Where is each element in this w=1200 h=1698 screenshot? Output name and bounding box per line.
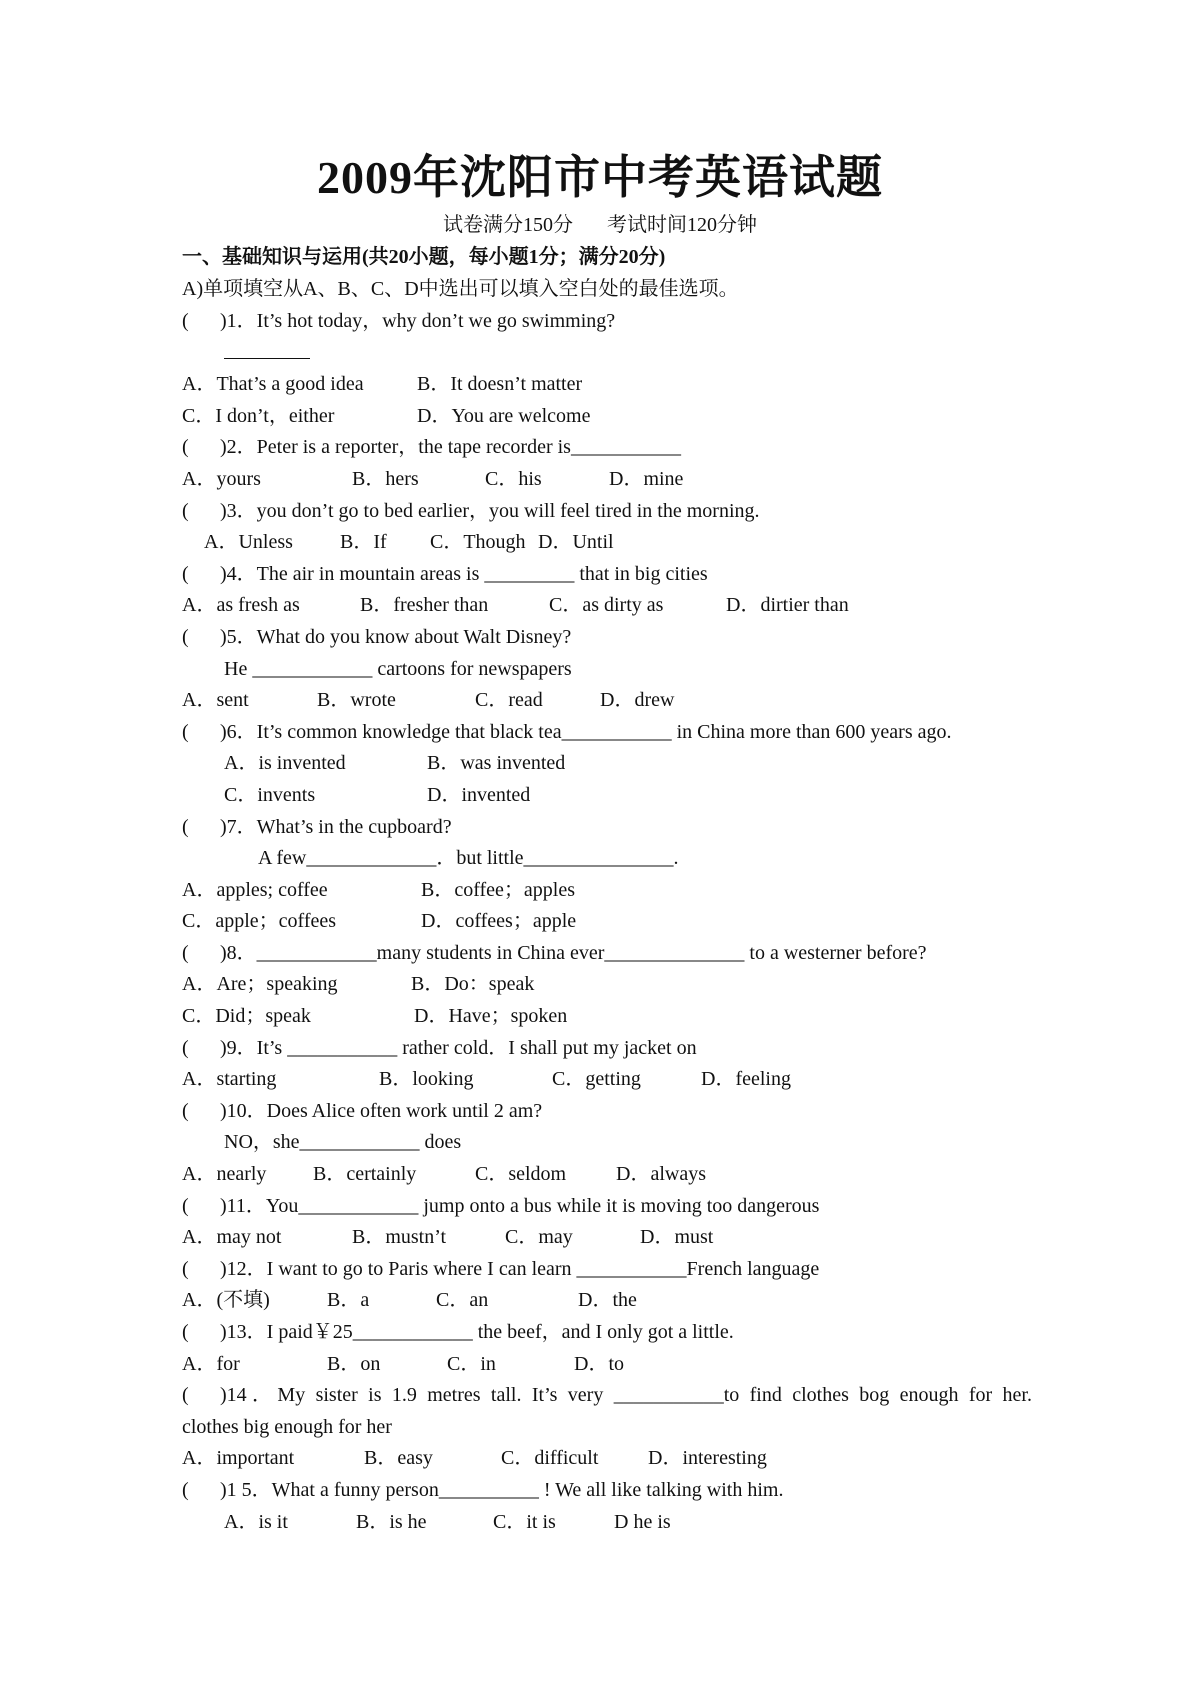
option-c: C．Though — [430, 531, 526, 554]
question-1-blank — [182, 338, 1032, 370]
option-a: A．apples; coffee — [182, 878, 328, 901]
question-8-options-1 — [182, 969, 1032, 1001]
option-c: C．in — [447, 1352, 496, 1375]
option-a: A．Unless — [204, 531, 293, 554]
question-4-stem: ( )4．The air in mountain areas is _________ that in big cities — [182, 559, 1032, 591]
question-12-options — [182, 1285, 1032, 1317]
option-d: D．dirtier than — [726, 594, 849, 617]
full-score: 试卷满分150分 — [443, 214, 573, 236]
question-14-options — [182, 1443, 1032, 1475]
option-d: D．must — [640, 1226, 714, 1249]
question-10-reply: NO，she____________ does — [224, 1131, 462, 1154]
option-b: B．was invented — [427, 752, 566, 775]
option-b: B．If — [340, 531, 387, 554]
option-c: C．apple；coffees — [182, 910, 337, 933]
question-9-stem: ( )9．It’s ___________ rather cold．I shall put my jacket on — [182, 1033, 1032, 1065]
option-b: B．It doesn’t matter — [417, 373, 583, 396]
option-a: A．important — [182, 1447, 295, 1470]
question-1-stem: ( )1．It’s hot today，why don’t we go swimming? — [182, 306, 1032, 338]
answer-bracket: ( — [182, 499, 189, 522]
question-5-options — [182, 685, 1032, 717]
exam-time: 考试时间120分钟 — [607, 214, 757, 236]
option-d: D．invented — [427, 783, 531, 806]
question-2-options — [182, 464, 1032, 496]
section-heading: 一、基础知识与运用(共20小题，每小题1分；满分20分) — [182, 246, 666, 268]
option-d: D．Until — [538, 531, 614, 554]
question-5-reply: He ____________ cartoons for newspapers — [224, 657, 572, 680]
option-a: A．is invented — [224, 752, 346, 775]
option-b: B．is he — [356, 1510, 427, 1533]
option-b: B．a — [327, 1289, 370, 1312]
question-3-options — [182, 527, 1032, 559]
option-c: C．I don’t，either — [182, 404, 335, 427]
option-b: B．easy — [364, 1447, 433, 1470]
option-a: A．sent — [182, 689, 249, 712]
question-1-options-2 — [182, 401, 1032, 433]
question-15-options — [182, 1507, 1032, 1539]
question-14-continuation: clothes big enough for her — [182, 1415, 392, 1438]
option-d: D．You are welcome — [417, 404, 591, 427]
option-a: A．Are；speaking — [182, 973, 338, 996]
question-13-options — [182, 1349, 1032, 1381]
option-c: C．as dirty as — [549, 594, 664, 617]
question-14-stem: ( )14．My sister is 1.9 metres tall. It’s very ___________to find clothes bog enough for her. — [182, 1380, 1032, 1412]
question-12-stem: ( )12．I want to go to Paris where I can learn ___________French language — [182, 1254, 1032, 1286]
option-b: B．wrote — [317, 689, 396, 712]
option-a: A．starting — [182, 1068, 277, 1091]
option-d: D．interesting — [648, 1447, 767, 1470]
instruction: A)单项填空从A、B、C、D中选出可以填入空白处的最佳选项。 — [182, 278, 739, 300]
answer-bracket: ( — [182, 1478, 189, 1501]
question-11-stem: ( )11．You____________ jump onto a bus while it is moving too dangerous — [182, 1191, 1032, 1223]
answer-bracket: ( — [182, 625, 189, 648]
page-title: 2009年沈阳市中考英语试题 — [317, 152, 883, 203]
option-d: D．feeling — [701, 1068, 791, 1091]
option-a: A．(不填) — [182, 1289, 270, 1312]
option-b: B．hers — [352, 467, 419, 490]
option-d: D he is — [614, 1510, 671, 1533]
question-9-options — [182, 1064, 1032, 1096]
answer-bracket: ( — [182, 1257, 189, 1280]
question-11-options — [182, 1222, 1032, 1254]
option-c: C．an — [436, 1289, 489, 1312]
answer-bracket: ( — [182, 310, 189, 332]
question-10-options — [182, 1159, 1032, 1191]
question-10-stem: ( )10．Does Alice often work until 2 am? — [182, 1096, 1032, 1128]
question-6-options-1 — [182, 748, 1032, 780]
answer-bracket: ( — [182, 1321, 189, 1343]
option-b: B．fresher than — [360, 594, 489, 617]
option-b: B．looking — [379, 1068, 474, 1091]
option-d: D．the — [578, 1289, 637, 1312]
question-7-stem: ( )7．What’s in the cupboard? — [182, 812, 1032, 844]
answer-bracket: ( — [182, 1036, 189, 1059]
question-6-options-2 — [182, 780, 1032, 812]
option-d: D．always — [616, 1163, 706, 1186]
question-7-reply: A few_____________．but little_______________. — [258, 847, 679, 870]
answer-bracket: ( — [182, 720, 189, 743]
option-a: A．That’s a good idea — [182, 373, 364, 396]
option-c: C．may — [505, 1226, 573, 1249]
option-a: A．is it — [224, 1510, 288, 1533]
question-4-options — [182, 590, 1032, 622]
option-b: B．Do：speak — [411, 973, 535, 996]
answer-bracket: ( — [182, 436, 189, 459]
option-c: C．it is — [493, 1510, 556, 1533]
question-2-stem: ( )2．Peter is a reporter，the tape recorder is___________ — [182, 432, 1032, 464]
question-13-stem: ( )13．I paid￥25____________ the beef，and I only got a little. — [182, 1317, 1032, 1349]
question-8-stem: ( )8．____________many students in China ever______________ to a westerner before? — [182, 938, 1032, 970]
exam-info — [0, 211, 1200, 239]
option-a: A．may not — [182, 1226, 282, 1249]
option-c: C．getting — [552, 1068, 641, 1091]
option-a: A．nearly — [182, 1163, 267, 1186]
option-c: C．difficult — [501, 1447, 599, 1470]
answer-bracket: ( — [182, 562, 189, 585]
option-d: D．mine — [609, 467, 684, 490]
option-d: D．drew — [600, 689, 675, 712]
answer-bracket: ( — [182, 1194, 189, 1217]
question-6-stem: ( )6．It’s common knowledge that black tea___________ in China more than 600 years ago. — [182, 717, 1032, 749]
question-3-stem: ( )3．you don’t go to bed earlier，you will feel tired in the morning. — [182, 496, 1032, 528]
question-5-stem: ( )5．What do you know about Walt Disney? — [182, 622, 1032, 654]
option-c: C．invents — [224, 783, 316, 806]
option-a: A．yours — [182, 467, 261, 490]
option-c: C．Did；speak — [182, 1005, 311, 1028]
answer-bracket: ( — [182, 1384, 189, 1407]
option-b: B．mustn’t — [352, 1226, 447, 1249]
option-c: C．his — [485, 467, 542, 490]
answer-bracket: ( — [182, 941, 189, 964]
question-8-options-2 — [182, 1001, 1032, 1033]
option-a: A．for — [182, 1352, 240, 1375]
answer-blank — [224, 338, 310, 359]
option-d: D．Have；spoken — [414, 1005, 568, 1028]
option-a: A．as fresh as — [182, 594, 300, 617]
answer-bracket: ( — [182, 815, 189, 838]
question-1-options-1 — [182, 369, 1032, 401]
option-d: D．to — [574, 1352, 624, 1375]
question-15-stem: ( )1 5．What a funny person__________ ! We all like talking with him. — [182, 1475, 1032, 1507]
question-7-options-1 — [182, 875, 1032, 907]
option-b: B．on — [327, 1352, 381, 1375]
option-b: B．coffee；apples — [421, 878, 576, 901]
question-7-options-2 — [182, 906, 1032, 938]
option-b: B．certainly — [313, 1163, 417, 1186]
question-list — [182, 306, 1032, 1538]
option-d: D．coffees；apple — [421, 910, 577, 933]
option-c: C．read — [475, 689, 543, 712]
answer-bracket: ( — [182, 1099, 189, 1122]
option-c: C．seldom — [475, 1163, 567, 1186]
